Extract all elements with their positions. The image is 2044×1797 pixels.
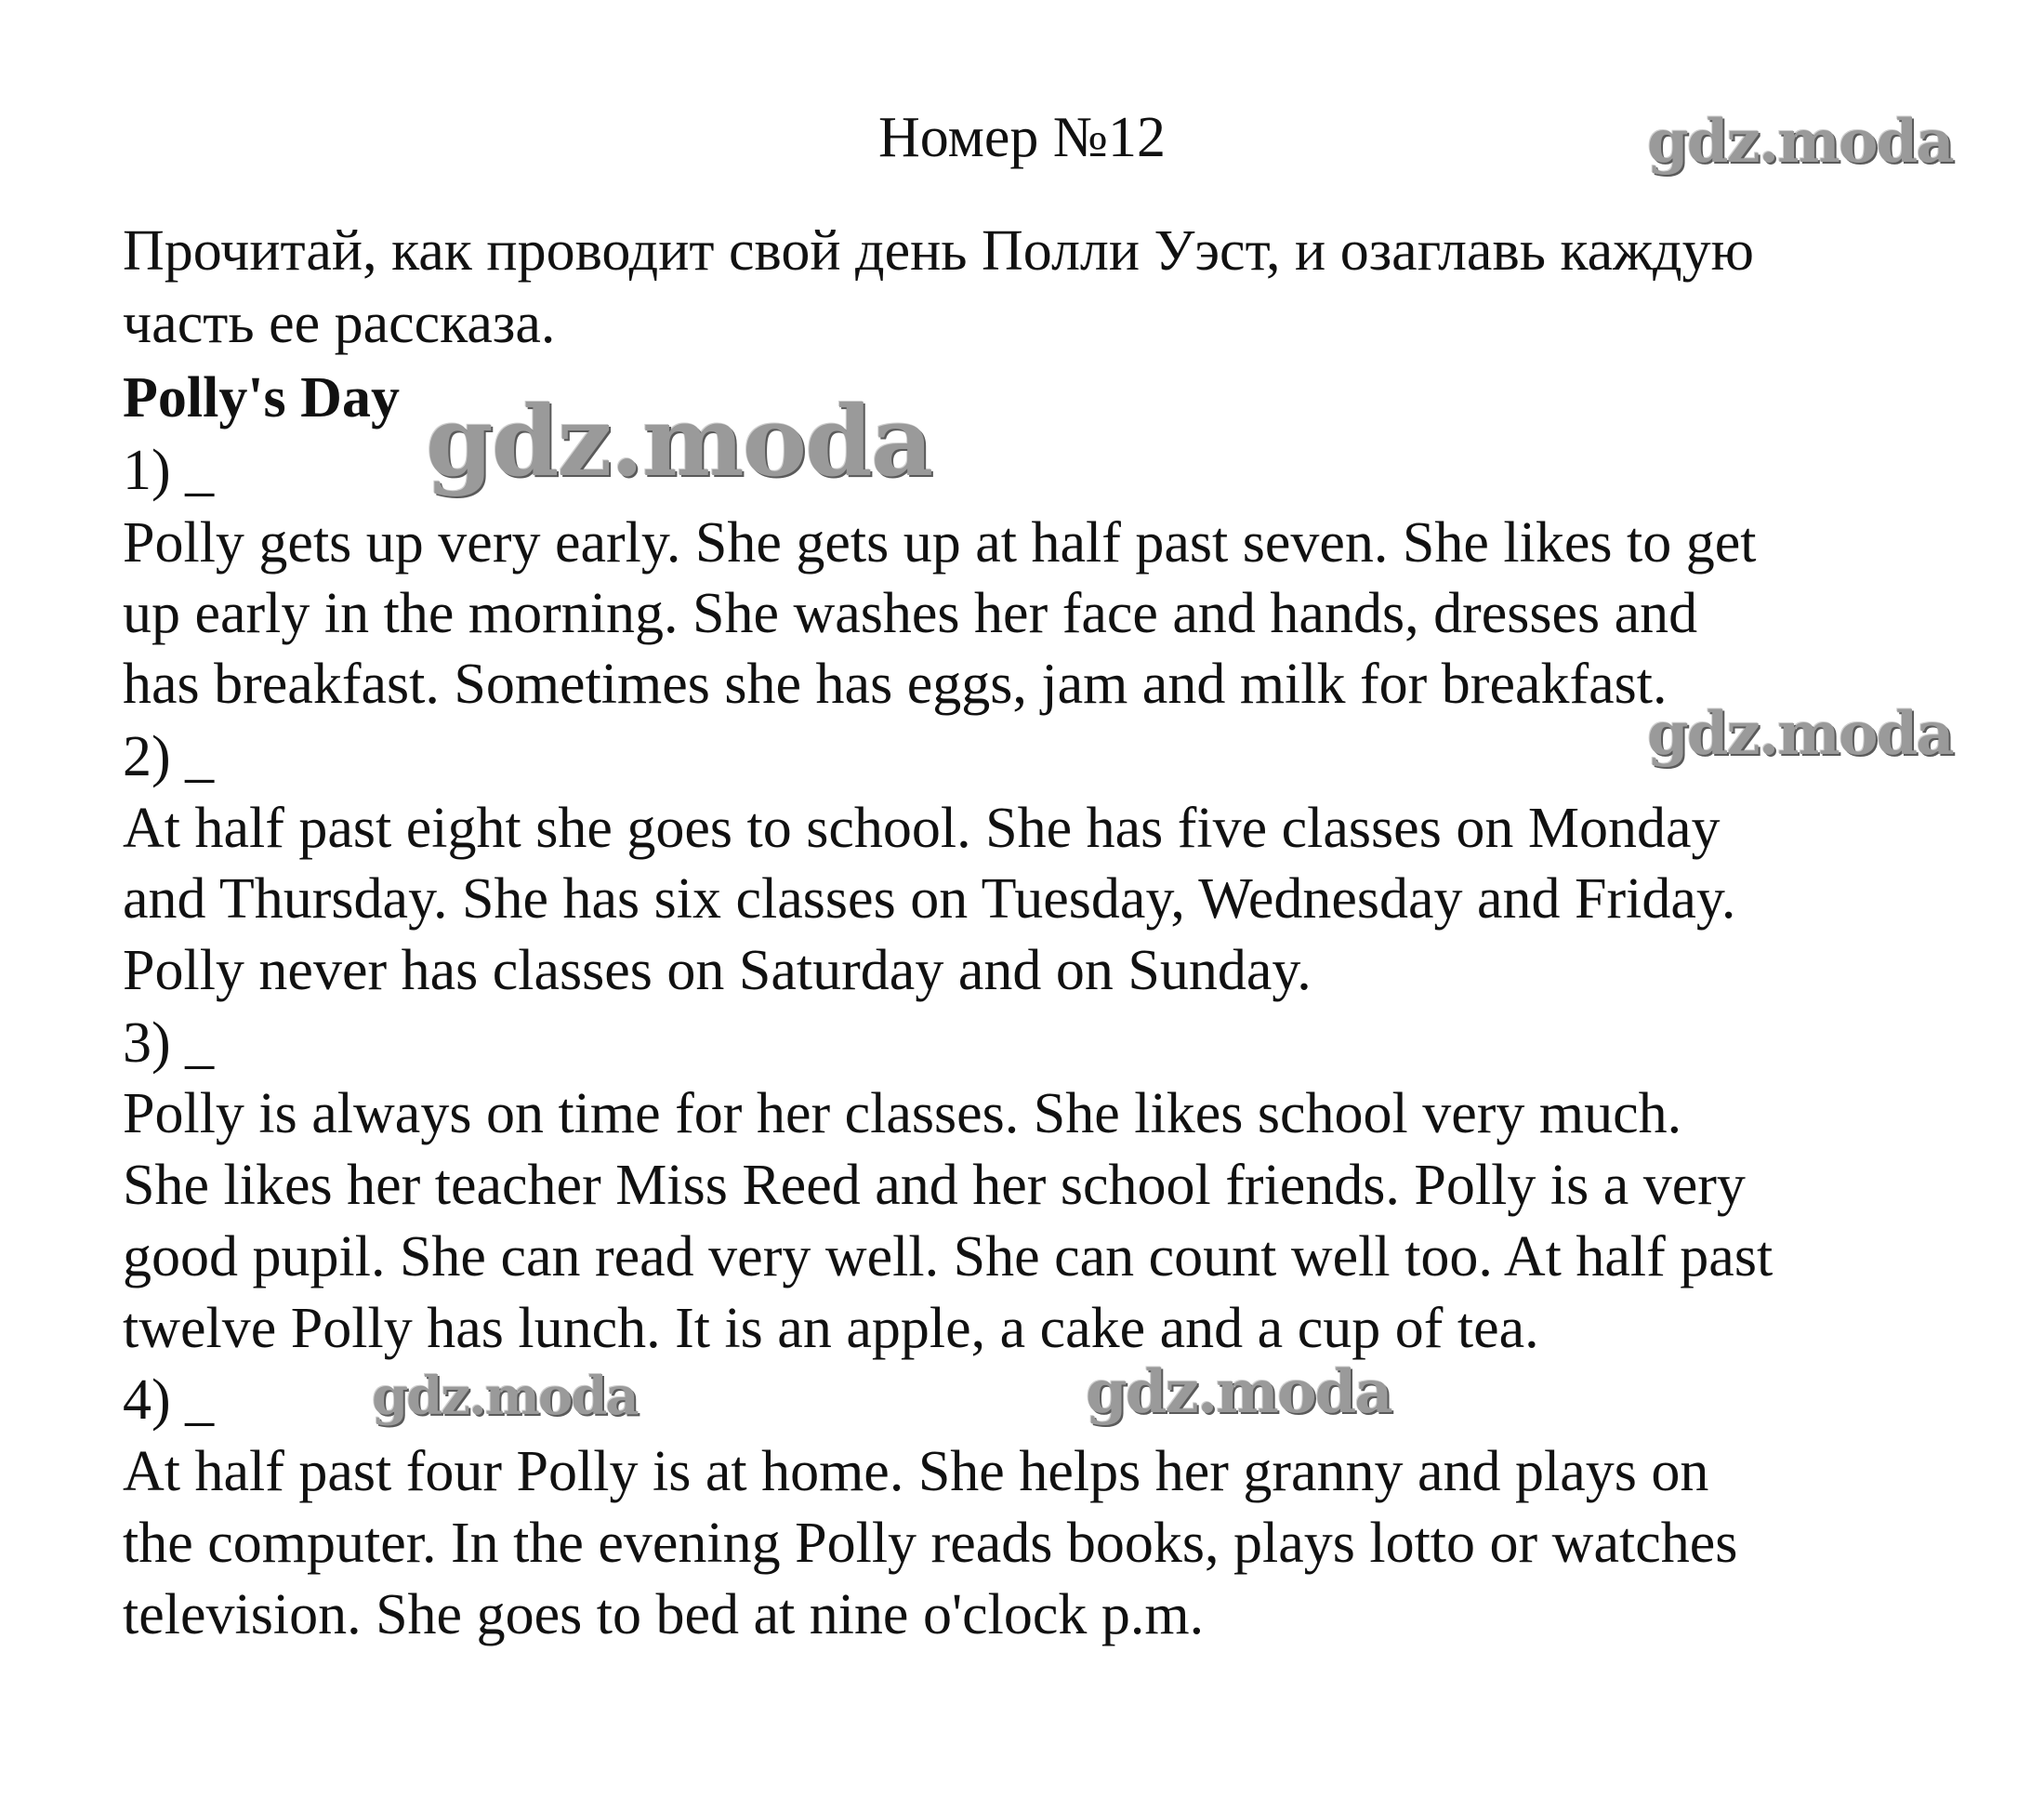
section-line: Polly is always on time for her classes. She likes school very much. [123,1082,1682,1145]
instruction-line: часть ее рассказа. [123,292,556,355]
watermark-logo: gdz.moda [1647,107,1953,177]
section-line: up early in the morning. She washes her face and hands, dresses and [123,582,1698,645]
section-line: and Thursday. She has six classes on Tuesday, Wednesday and Friday. [123,867,1736,931]
section-number: 3) _ [123,1011,215,1075]
section-line: the computer. In the evening Polly reads books, plays lotto or watches [123,1512,1738,1575]
section-line: She likes her teacher Miss Reed and her school friends. Polly is a very [123,1154,1746,1217]
watermark-logo: gdz.moda [426,384,932,498]
watermark-logo: gdz.moda [372,1366,638,1427]
watermark-logo: gdz.moda [1647,699,1953,769]
section-number: 2) _ [123,725,215,788]
watermark-logo: gdz.moda [1086,1357,1391,1427]
section-line: Polly gets up very early. She gets up at half past seven. She likes to get [123,511,1757,575]
section-line: At half past eight she goes to school. She has five classes on Monday [123,797,1721,860]
section-number: 1) _ [123,439,215,502]
section-line: has breakfast. Sometimes she has eggs, jam and milk for breakfast. [123,653,1668,716]
page-title: Номер №12 [877,106,1166,169]
section-line: At half past four Polly is at home. She helps her granny and plays on [123,1440,1709,1503]
instruction-line: Прочитай, как проводит свой день Полли Уэст, и озаглавь каждую [123,219,1754,283]
section-line: Polly never has classes on Saturday and on Sunday. [123,939,1312,1002]
section-line: good pupil. She can read very well. She can count well too. At half past [123,1225,1774,1288]
section-line: television. She goes to bed at nine o'clock p.m. [123,1583,1205,1646]
section-line: twelve Polly has lunch. It is an apple, a cake and a cup of tea. [123,1297,1539,1360]
story-title: Polly's Day [123,366,400,429]
section-number: 4) _ [123,1368,215,1432]
